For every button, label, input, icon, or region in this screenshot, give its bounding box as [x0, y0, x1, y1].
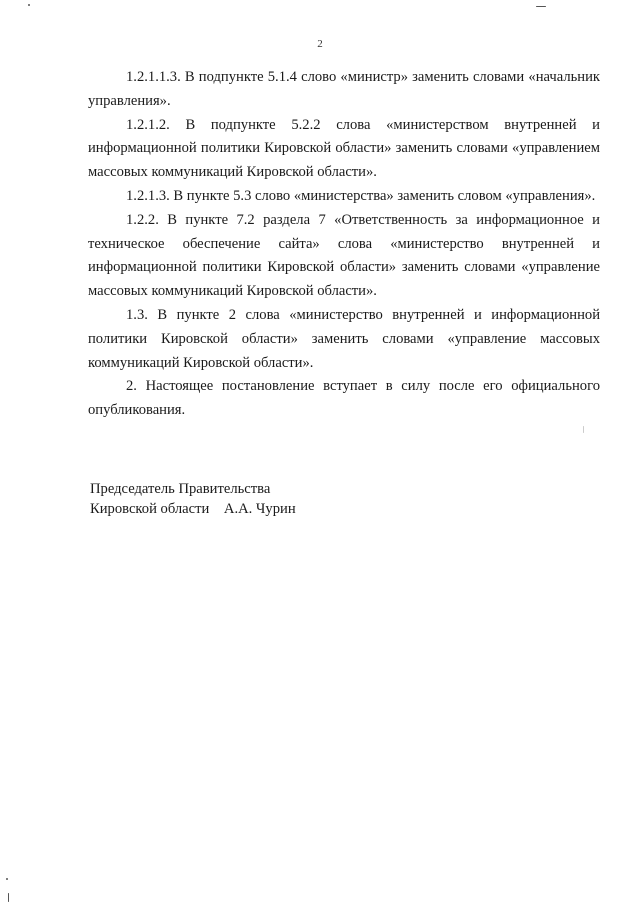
scan-speck: [536, 6, 546, 7]
scan-speck: [6, 878, 8, 880]
paragraph-1-3: 1.3. В пункте 2 слова «министерство внутренней и информационной политики Кировской области» заменить словами «управление массовых коммуникаций Кировской области».: [88, 306, 600, 371]
document-body: [88, 66, 600, 423]
signature-block: [90, 480, 490, 519]
scan-speck: [28, 4, 30, 6]
signatory-region-and-name: Кировской области А.А. Чурин: [90, 500, 296, 517]
paragraph-2: 2. Настоящее постановление вступает в силу после его официального опубликования.: [88, 378, 600, 419]
signatory-position: Председатель Правительства: [90, 481, 271, 497]
scan-speck: [8, 893, 9, 902]
paragraph-1-2-1-2: 1.2.1.2. В подпункте 5.2.2 слова «министерством внутренней и информационной политики Кировской области» заменить словами «управлением массовых коммуникаций Кировской области».: [88, 116, 600, 181]
page-number: 2: [317, 38, 323, 50]
scan-speck: [583, 426, 584, 433]
paragraph-1-2-2: 1.2.2. В пункте 7.2 раздела 7 «Ответственность за информационное и техническое обеспечение сайта» слова «министерство внутренней и информационной политики Кировской области» заменить словами «управление массовых коммуникаций Кировской области».: [88, 211, 600, 300]
paragraph-1-2-1-1-3: 1.2.1.1.3. В подпункте 5.1.4 слово «министр» заменить словами «начальник управления».: [88, 69, 600, 109]
paragraph-1-2-1-3: 1.2.1.3. В пункте 5.3 слово «министерства» заменить словом «управления».: [126, 187, 596, 204]
